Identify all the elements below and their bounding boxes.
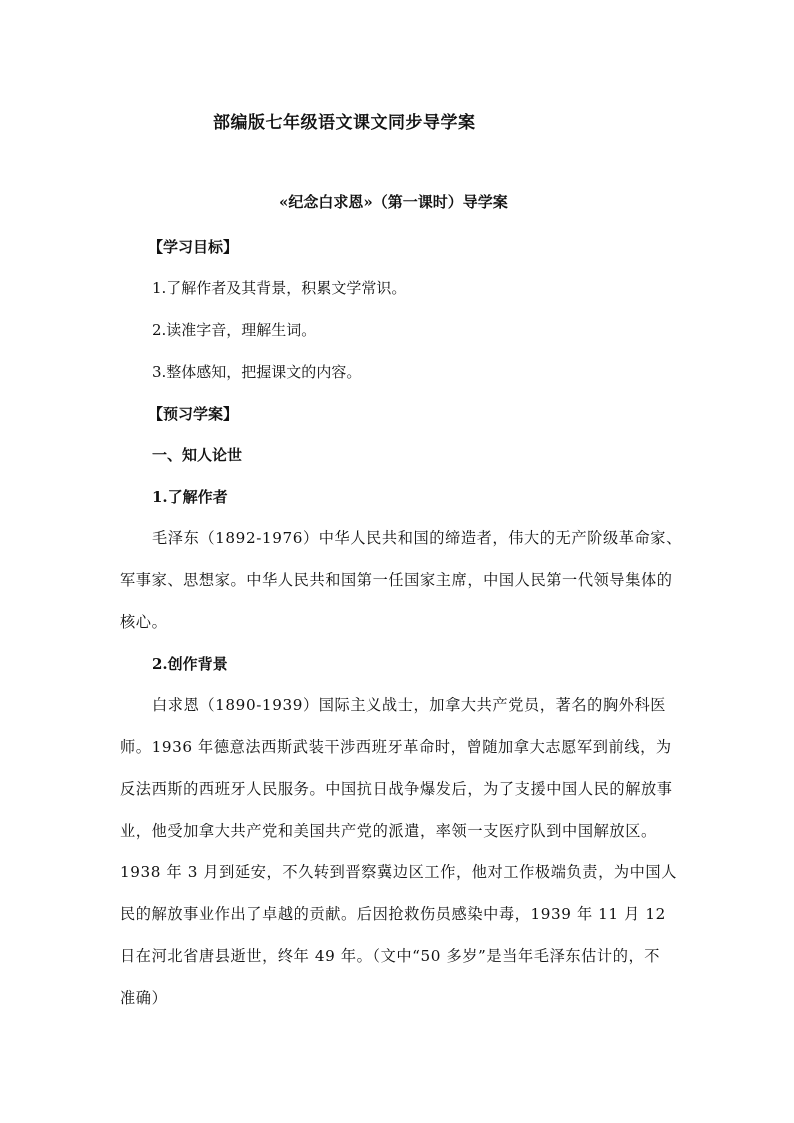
background-paragraph-line: 白求恩（1890-1939）国际主义战士，加拿大共产党员，著名的胸外科医	[152, 696, 667, 714]
author-paragraph-line: 毛泽东（1892-1976）中华人民共和国的缔造者，伟大的无产阶级革命家、	[152, 529, 682, 547]
objectives-heading: 【学习目标】	[148, 238, 239, 256]
author-paragraph-line: 军事家、思想家。中华人民共和国第一任国家主席，中国人民第一代领导集体的	[120, 571, 673, 589]
objective-item: 3.整体感知，把握课文的内容。	[152, 363, 362, 381]
document-title: 部编版七年级语文课文同步导学案	[213, 113, 476, 133]
subsection-heading: 1.了解作者	[152, 488, 228, 506]
subsection-heading: 2.创作背景	[152, 655, 228, 673]
author-paragraph-line: 核心。	[120, 613, 168, 631]
background-paragraph-line: 业，他受加拿大共产党和美国共产党的派遣，率领一支医疗队到中国解放区。	[120, 822, 657, 840]
background-paragraph-line: 日在河北省唐县逝世，终年 49 年。（文中“50 多岁”是当年毛泽东估计的，不	[120, 947, 661, 965]
objective-item: 1.了解作者及其背景，积累文学常识。	[152, 279, 407, 297]
background-paragraph-line: 师。1936 年德意法西斯武装干涉西班牙革命时，曾随加拿大志愿军到前线，为	[120, 738, 672, 756]
background-paragraph-line: 民的解放事业作出了卓越的贡献。后因抢救伤员感染中毒，1939 年 11 月 12	[120, 905, 666, 923]
background-paragraph-line: 准确）	[120, 989, 168, 1007]
objective-item: 2.读准字音，理解生词。	[152, 321, 317, 339]
background-paragraph-line: 反法西斯的西班牙人民服务。中国抗日战争爆发后，为了支援中国人民的解放事	[120, 780, 673, 798]
lesson-title: «纪念白求恩»（第一课时）导学案	[279, 193, 508, 211]
section-heading: 一、知人论世	[152, 446, 243, 464]
background-paragraph-line: 1938 年 3 月到延安，不久转到晋察冀边区工作，他对工作极端负责，为中国人	[120, 863, 678, 881]
preview-heading: 【预习学案】	[148, 405, 239, 423]
